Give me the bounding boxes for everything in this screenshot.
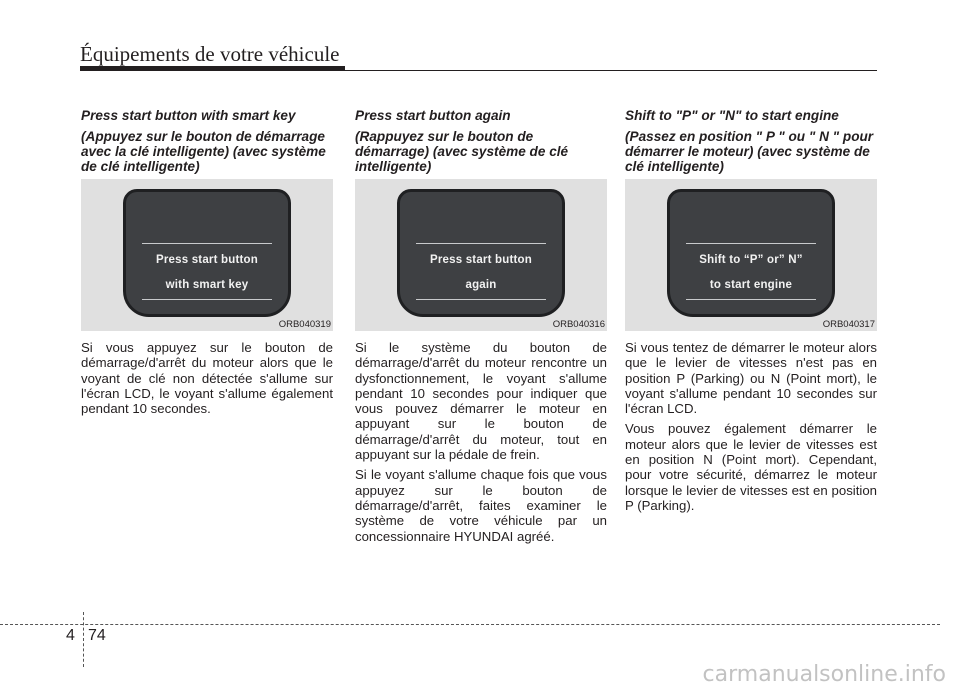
body-paragraph: Si vous appuyez sur le bouton de démarrage/d'arrêt du moteur alors que le voyant de clé non détectée s'allume sur l'écran LCD, le voyant s'allume également pendant 10 secondes. [81, 340, 333, 417]
column-smart-key [81, 108, 333, 416]
lcd-message-line1: Shift to “P” or” N” [699, 254, 803, 266]
header-rule [80, 66, 345, 71]
lcd-display [397, 189, 565, 317]
column-press-again [355, 108, 607, 544]
lcd-message-line2: again [465, 279, 497, 291]
lcd-display [667, 189, 835, 317]
heading-fr: (Appuyez sur le bouton de démarrage avec la clé intelligente) (avec système de clé intelligente) [81, 129, 326, 174]
lcd-message-line1: Press start button [429, 254, 532, 266]
lcd-message-line1: Press start button [155, 254, 258, 266]
heading-fr: (Rappuyez sur le bouton de démarrage) (avec système de clé intelligente) [355, 129, 569, 174]
page-number: 74 [88, 627, 106, 644]
watermark: carmanualsonline.info [702, 662, 946, 687]
figure-lcd [81, 179, 333, 331]
lcd-divider [142, 243, 272, 244]
lcd-divider [416, 299, 546, 300]
figure-lcd [355, 179, 607, 331]
lcd-divider [686, 243, 816, 244]
body-paragraph: Vous pouvez également démarrer le moteur alors que le levier de vitesses est en position N (Point mort). Cependant, pour votre sécurité, démarrez le moteur lorsque le levier de vitesses est en position P (Parking). [625, 421, 877, 513]
figure-code: ORB040317 [822, 319, 875, 330]
lcd-display [123, 189, 291, 317]
body-paragraph: Si le système du bouton de démarrage/d'arrêt du moteur rencontre un dysfonctionnement, le voyant s'allume pendant 10 secondes pour indiquer que vous pouvez démarrer le moteur en appuyant sur le bouton de démarrage/d'arrêt du moteur, tout en appuyant sur la pédale de frein. [355, 340, 607, 463]
heading-en: Press start button with smart key [81, 108, 296, 123]
heading-en: Shift to "P" or "N" to start engine [625, 108, 839, 123]
footer-rule [0, 624, 940, 625]
body-paragraph: Si le voyant s'allume chaque fois que vous appuyez sur le bouton de démarrage/d'arrêt, faites examiner le système de votre véhicule par un concessionnaire HYUNDAI agréé. [355, 467, 607, 544]
lcd-message-line2: with smart key [165, 279, 249, 291]
body-paragraph: Si vous tentez de démarrer le moteur alors que le levier de vitesses n'est pas en position P (Parking) ou N (Point mort), le voyant s'allume pendant 10 secondes sur l'écran LCD. [625, 340, 877, 417]
figure-code: ORB040316 [552, 319, 605, 330]
header-divider [345, 70, 877, 71]
lcd-divider [416, 243, 546, 244]
figure-code: ORB040319 [278, 319, 331, 330]
chapter-number: 4 [66, 627, 75, 644]
lcd-divider [142, 299, 272, 300]
page-title: Équipements de votre véhicule [80, 42, 340, 66]
column-shift-p-n [625, 108, 877, 513]
heading-en: Press start button again [355, 108, 511, 123]
heading-fr: (Passez en position " P " ou " N " pour démarrer le moteur) (avec système de clé intelligente) [625, 129, 874, 174]
figure-lcd [625, 179, 877, 331]
lcd-message-line2: to start engine [709, 279, 793, 291]
lcd-divider [686, 299, 816, 300]
footer-separator [83, 612, 84, 667]
